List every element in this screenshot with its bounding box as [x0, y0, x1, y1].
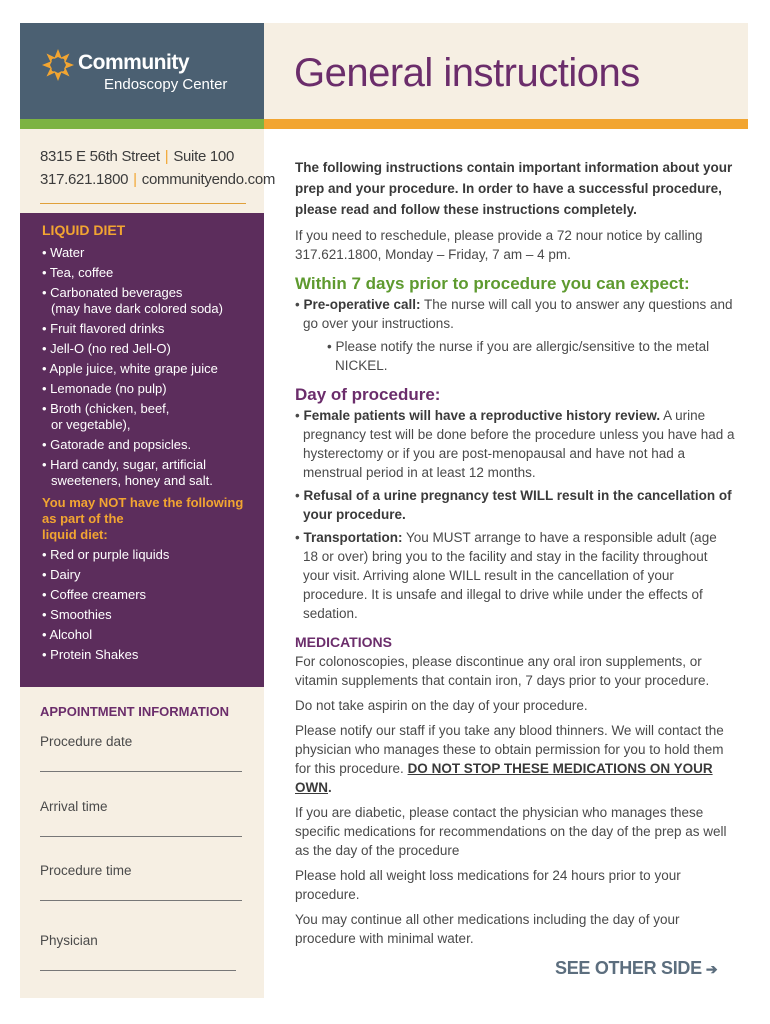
- list-item: • Fruit flavored drinks: [42, 321, 165, 336]
- preop-call-item: • Pre-operative call: The nurse will call you to answer any questions and go over your instructions.: [295, 297, 733, 331]
- med-continue: You may continue all other medications including the day of your procedure with minimal water.: [295, 912, 680, 946]
- refusal-item: • Refusal of a urine pregnancy test WILL result in the cancellation of your procedure.: [295, 488, 732, 522]
- divider: [40, 203, 246, 204]
- list-item: • Lemonade (no pulp): [42, 381, 167, 396]
- phone: 317.621.1800: [40, 171, 129, 188]
- transportation-item: • Transportation: You MUST arrange to have a responsible adult (age 18 or over) bring you to the facility and stay in the facility throughout your visit. Arriving alone WILL result in the cancellation of your procedure. It is unsafe and illegal to drive while under the effects of sedation.: [295, 530, 717, 621]
- med-aspirin: Do not take aspirin on the day of your procedure.: [295, 698, 588, 713]
- med-diabetic: If you are diabetic, please contact the physician who manages these specific medications for recommendations on the day of the prep as well as the day of the procedure: [295, 805, 727, 858]
- list-item: • Gatorade and popsicles.: [42, 437, 192, 452]
- arrow-right-icon: ➔: [705, 961, 718, 977]
- community-logo-star-icon: [40, 47, 76, 83]
- instructions-body: [295, 157, 735, 954]
- liquid-diet-panel: [20, 213, 264, 687]
- instruction-sheet: [20, 23, 748, 998]
- procedure-time-field[interactable]: [40, 900, 242, 901]
- intro-text: The following instructions contain important information about your prep and your procedure. In order to have a successful procedure, please read and follow these instructions completely.: [295, 160, 733, 217]
- website: communityendo.com: [141, 171, 276, 188]
- contact-info: 8315 E 56th Street | Suite 100 317.621.1800 | communityendo.com: [40, 148, 276, 188]
- not-allowed-title: You may NOT have the following as part of the liquid diet:: [42, 495, 244, 542]
- procedure-time-label: Procedure time: [40, 863, 132, 878]
- suite: Suite 100: [173, 148, 234, 165]
- list-item: • Jell-O (no red Jell-O): [42, 341, 171, 356]
- liquid-diet-title: LIQUID DIET: [42, 222, 126, 238]
- within-7-days-heading: Within 7 days prior to procedure you can expect:: [295, 274, 690, 293]
- arrival-time-label: Arrival time: [40, 799, 108, 814]
- med-iron: For colonoscopies, please discontinue any oral iron supplements, or vitamin supplements that contain iron, 7 days prior to your procedure.: [295, 654, 710, 688]
- physician-label: Physician: [40, 933, 98, 948]
- med-weight-loss: Please hold all weight loss medications for 24 hours prior to your procedure.: [295, 868, 681, 902]
- day-of-procedure-heading: Day of procedure:: [295, 385, 441, 404]
- list-item: • Tea, coffee: [42, 265, 114, 280]
- list-item: • Water: [42, 245, 85, 260]
- page-title: General instructions: [294, 51, 640, 95]
- procedure-date-field[interactable]: [40, 771, 242, 772]
- logo-block: [20, 23, 264, 119]
- address: 8315 E 56th Street: [40, 148, 160, 165]
- med-blood-thinners: Please notify our staff if you take any blood thinners. We will contact the physician who manages these to obtain permission for you to hold them for this procedure. DO NOT STOP THESE MEDICATIONS ON YOUR OWN.: [295, 723, 724, 795]
- list-item: • Hard candy, sugar, artificial sweeteners, honey and salt.: [42, 457, 213, 488]
- see-other-side-link[interactable]: SEE OTHER SIDE ➔: [555, 958, 718, 978]
- orange-stripe: [264, 119, 748, 129]
- list-item: • Apple juice, white grape juice: [42, 361, 218, 376]
- physician-field[interactable]: [40, 970, 236, 971]
- arrival-time-field[interactable]: [40, 836, 242, 837]
- list-item: • Coffee creamers: [42, 587, 147, 602]
- medications-heading: MEDICATIONS: [295, 634, 392, 650]
- title-block: [264, 23, 748, 119]
- list-item: • Carbonated beverages (may have dark colored soda): [42, 285, 223, 316]
- list-item: • Protein Shakes: [42, 647, 139, 662]
- logo-name: Community: [78, 51, 189, 74]
- list-item: • Red or purple liquids: [42, 547, 170, 562]
- reschedule-text: If you need to reschedule, please provide a 72 nour notice by calling 317.621.1800, Monday – Friday, 7 am – 4 pm.: [295, 228, 703, 262]
- list-item: • Smoothies: [42, 607, 112, 622]
- list-item: • Dairy: [42, 567, 81, 582]
- liquid-diet-list: [42, 245, 243, 667]
- nickel-note: • Please notify the nurse if you are allergic/sensitive to the metal NICKEL.: [327, 339, 710, 373]
- appointment-title: APPOINTMENT INFORMATION: [40, 704, 229, 719]
- female-patients-item: • Female patients will have a reproductive history review. A urine pregnancy test will be done before the procedure unless you have had a hysterectomy or if you are post-menopausal and have not had a menstrual period in at least 12 months.: [295, 408, 735, 480]
- list-item: • Broth (chicken, beef, or vegetable),: [42, 401, 170, 432]
- logo-subtitle: Endoscopy Center: [104, 76, 228, 93]
- green-stripe: [20, 119, 264, 129]
- list-item: • Alcohol: [42, 627, 93, 642]
- procedure-date-label: Procedure date: [40, 734, 133, 749]
